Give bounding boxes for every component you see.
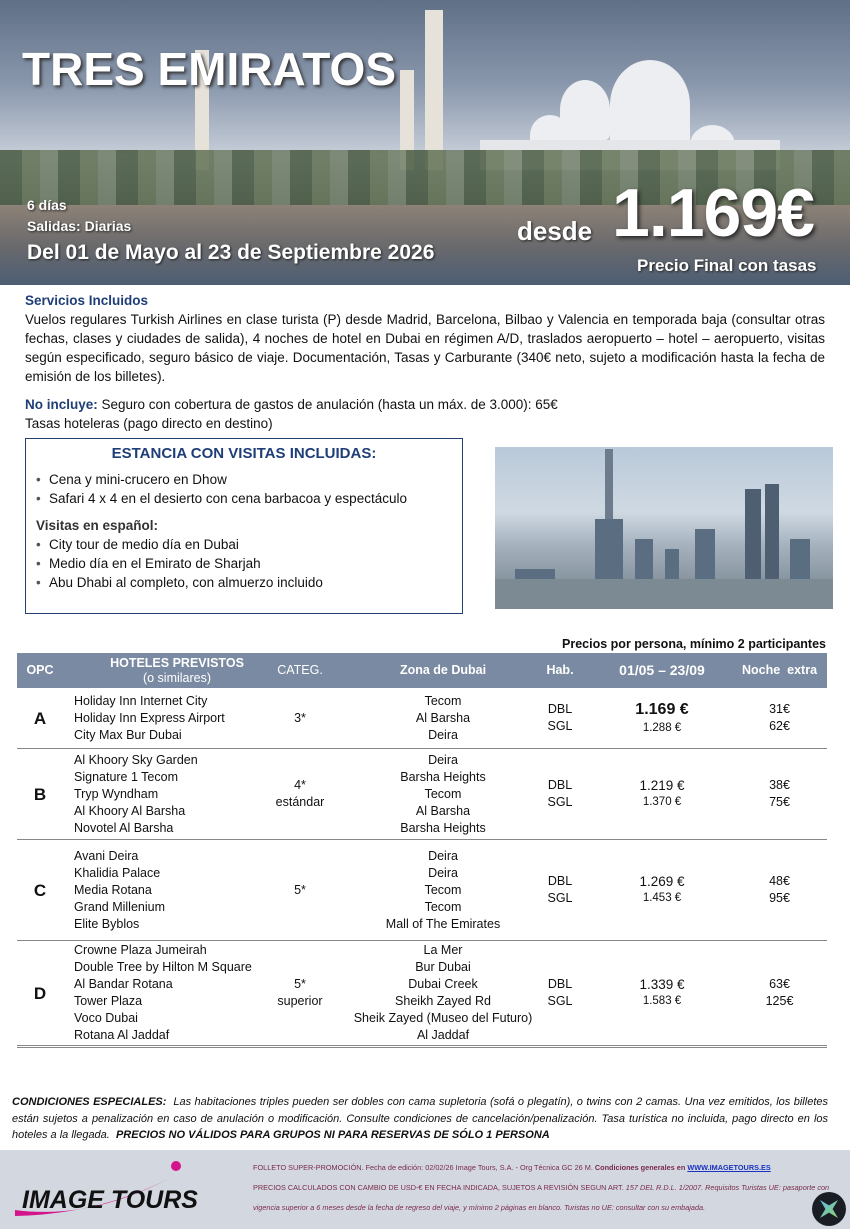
image-tours-logo: [10, 1158, 200, 1223]
not-included-text: Seguro con cobertura de gastos de anulación (hasta un máx. de 3.000): 65€: [97, 397, 558, 412]
zones: Tecom: [424, 899, 462, 914]
sgl-extra: 62€: [769, 719, 790, 733]
zones: Bur Dubai: [415, 960, 471, 974]
zones: Deira: [428, 752, 458, 767]
room-sgl: SGL: [547, 994, 573, 1008]
categ: 5*: [294, 977, 306, 991]
app-badge-icon: [812, 1192, 846, 1226]
services-heading: Servicios Incluidos: [25, 293, 149, 308]
visit-item: • City tour de medio día en Dubai: [36, 535, 452, 554]
departures: Salidas: Diarias: [27, 218, 132, 234]
not-included-label: No incluye:: [25, 397, 98, 412]
col-season: 01/05 – 23/09: [619, 662, 705, 678]
sgl-extra: 75€: [769, 795, 790, 809]
visits-box: [25, 438, 463, 614]
hotels: Holiday Inn Express Airport: [74, 710, 225, 725]
price-table: [17, 653, 827, 1048]
minaret: [425, 10, 443, 170]
room-sgl: SGL: [547, 795, 573, 809]
hotels: Tower Plaza: [74, 994, 143, 1008]
zones: Tecom: [424, 693, 462, 708]
categ: estándar: [275, 795, 325, 809]
hotels: Khalidia Palace: [74, 865, 161, 880]
hotels: Double Tree by Hilton M Square: [74, 960, 252, 974]
hotels: Tryp Wyndham: [74, 786, 159, 801]
dome: [610, 60, 690, 150]
price-from-label: desde: [517, 216, 593, 246]
page-title: TRES EMIRATOS: [22, 43, 396, 95]
spanish-visits-label: Visitas en español:: [36, 518, 159, 533]
zones: Mall of The Emirates: [385, 916, 501, 931]
visit-item: • Abu Dhabi al completo, con almuerzo incluido: [36, 573, 452, 592]
room-dbl: DBL: [547, 977, 573, 991]
visit-item: • Cena y mini-crucero en Dhow: [36, 470, 452, 489]
zones: Tecom: [424, 786, 462, 801]
hotels: Al Bandar Rotana: [74, 977, 173, 991]
not-included-section: [25, 395, 825, 433]
travel-dates: Del 01 de Mayo al 23 de Septiembre 2026: [27, 241, 435, 264]
headline-price: 1.169€: [612, 175, 814, 251]
hotels: Holiday Inn Internet City: [74, 693, 208, 708]
categ: 5*: [294, 882, 306, 897]
option-letter: B: [33, 784, 47, 804]
hotels: Crowne Plaza Jumeirah: [74, 943, 207, 957]
special-conditions: CONDICIONES ESPECIALES: Las habitaciones triples pueden ser dobles con cama supletoria (sofá o plegatín), o twins con 2 camas. Una vez emitidos, los billetes están sujetos a penalización en caso de anulación o modificación. Consulte condiciones de cancelación/penalización. Tasa turística no incluida, pago directo en los hoteles a la llegada. PRECIOS NO VÁLIDOS PARA GRUPOS NI PARA RESERVAS DE SÓLO 1 PERSONA: [12, 1096, 832, 1141]
zones: Deira: [428, 848, 458, 863]
col-room: Hab.: [546, 663, 574, 677]
sgl-price: 1.288 €: [642, 721, 682, 734]
sgl-price: 1.583 €: [642, 995, 682, 1007]
col-hotels: HOTELES PREVISTOS (o similares): [110, 655, 244, 685]
col-zone: Zona de Dubai: [399, 663, 487, 677]
table-header: [17, 653, 827, 688]
room-dbl: DBL: [547, 874, 573, 888]
price-note: Precios por persona, mínimo 2 participantes: [562, 637, 826, 651]
table-row: [17, 941, 827, 1048]
zones: Al Barsha: [415, 803, 471, 818]
col-extra: Noche extra: [741, 663, 818, 677]
col-opc: OPC: [26, 663, 54, 677]
zones: Sheikh Zayed Rd: [395, 994, 491, 1008]
dbl-extra: 63€: [769, 977, 790, 991]
option-letter: D: [33, 983, 47, 1003]
hotels: Al Khoory Sky Garden: [74, 752, 198, 767]
room-sgl: SGL: [547, 719, 573, 733]
option-letter: C: [33, 880, 47, 900]
zones: Barsha Heights: [400, 769, 486, 784]
hotels: City Max Bur Dubai: [74, 727, 182, 742]
categ: 3*: [294, 710, 306, 725]
services-text: Vuelos regulares Turkish Airlines en clase turista (P) desde Madrid, Barcelona, Bilbao y Valencia en temporada baja (consultar otras fechas, clases y ciudades de salida), 4 noches de hotel en Dubai en régimen A/D, traslados aeropuerto – hotel – aeropuerto, visitas según especificado, seguro básico de viaje. Documentación, Tasas y Carburante (340€ neto, sujeto a modificación hasta la fecha de emisión de los billetes).: [25, 312, 825, 384]
dbl-price: 1.169 €: [635, 700, 689, 718]
hotels: Rotana Al Jaddaf: [74, 1028, 170, 1042]
table-row: [17, 688, 827, 749]
dubai-skyline-photo: [495, 447, 833, 609]
dbl-price: 1.339 €: [639, 977, 685, 992]
footer: [0, 1150, 850, 1229]
visit-item: • Medio día en el Emirato de Sharjah: [36, 554, 452, 573]
zones: Dubai Creek: [408, 977, 478, 991]
sgl-price: 1.370 €: [642, 796, 682, 808]
categ: superior: [277, 994, 323, 1008]
hotels: Novotel Al Barsha: [74, 820, 174, 835]
zones: La Mer: [423, 943, 463, 957]
dbl-extra: 38€: [769, 778, 790, 792]
hotels: Avani Deira: [74, 848, 139, 863]
sgl-extra: 95€: [769, 891, 790, 905]
hotels: Signature 1 Tecom: [74, 769, 178, 784]
zones: Deira: [428, 865, 458, 880]
room-dbl: DBL: [547, 778, 573, 792]
visit-item: • Safari 4 x 4 en el desierto con cena barbacoa y espectáculo: [36, 489, 452, 508]
room-dbl: DBL: [547, 702, 573, 716]
hotels: Grand Millenium: [74, 899, 166, 914]
zones: Tecom: [424, 882, 462, 897]
table-row: [17, 840, 827, 941]
dbl-extra: 31€: [769, 702, 790, 716]
services-section: [25, 291, 825, 386]
table-row: [17, 749, 827, 840]
footer-text: FOLLETO SUPER-PROMOCIÓN. Fecha de edición: 02/02/26 Image Tours, S.A. - Org Técnica GC 26 M. Condiciones generales en WWW.IMAGETOURS.ES PRECIOS CALCULADOS CON CAMBIO DE USD-€ EN FECHA INDICADA, SUJETOS A REVISIÓN SEGUN ART. 157 DEL R.D.L. 1/2007. Requisitos Turistas UE: pasaporte con vigencia superior a 6 meses desde la fecha de regreso del viaje, y mínimo 2 páginas en blanco. Turistas no UE: consultar con su embajada.: [253, 1163, 830, 1212]
zones: Barsha Heights: [400, 820, 486, 835]
zones: Al Jaddaf: [416, 1028, 470, 1042]
dbl-price: 1.219 €: [639, 778, 685, 793]
dbl-price: 1.269 €: [639, 874, 685, 889]
room-sgl: SGL: [547, 891, 573, 905]
zones: Deira: [428, 727, 458, 742]
trip-days: 6 días: [27, 197, 67, 213]
price-note: Precio Final con tasas: [637, 256, 817, 275]
dbl-extra: 48€: [769, 874, 790, 888]
hotels: Media Rotana: [74, 882, 152, 897]
col-categ: CATEG.: [277, 663, 323, 677]
hero-banner: [0, 0, 850, 285]
website-link[interactable]: WWW.IMAGETOURS.ES: [687, 1163, 771, 1172]
svg-text:IMAGE TOURS: IMAGE TOURS: [22, 1186, 198, 1214]
visits-title: ESTANCIA CON VISITAS INCLUIDAS:: [111, 445, 377, 462]
categ: 4*: [294, 778, 306, 792]
hotels: Elite Byblos: [74, 916, 140, 931]
hotel-taxes-text: Tasas hoteleras (pago directo en destino): [25, 416, 273, 431]
hotels: Voco Dubai: [74, 1011, 138, 1025]
sgl-price: 1.453 €: [642, 892, 682, 904]
zones: Al Barsha: [415, 710, 471, 725]
hotels: Al Khoory Al Barsha: [74, 803, 186, 818]
zones: Sheik Zayed (Museo del Futuro): [353, 1011, 533, 1025]
option-letter: A: [33, 708, 47, 728]
sgl-extra: 125€: [765, 994, 794, 1008]
